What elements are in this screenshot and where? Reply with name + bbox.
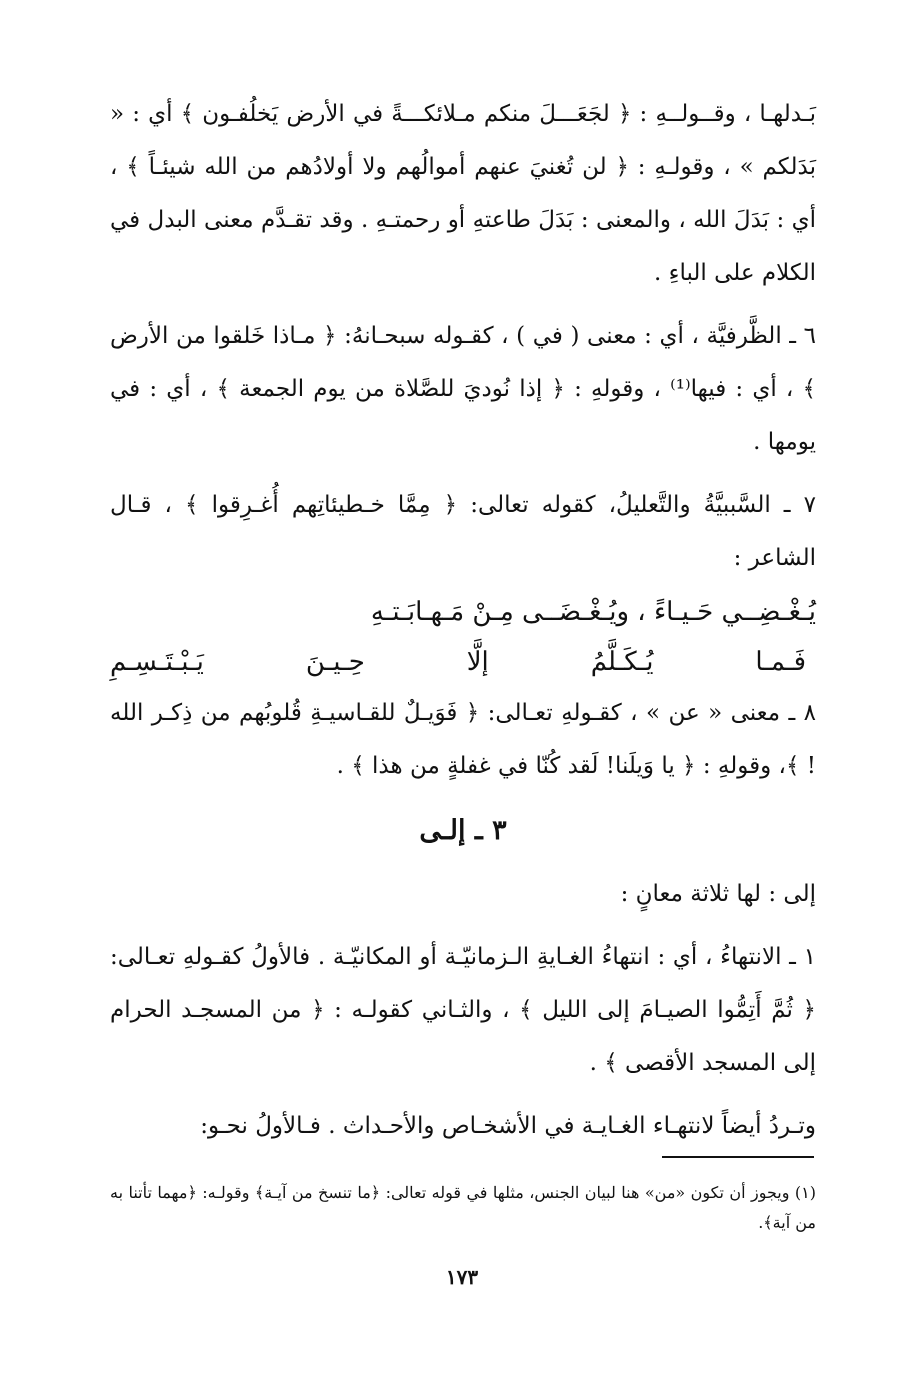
section-heading: ٣ ـ إلـى [419,815,507,846]
paragraph-intiha: ١ ـ الانتهاءُ ، أي : انتهاءُ الغـايةِ الـزمانيّـة أو المكانيّـة . فالأولُ كقـولهِ تعـالى: ﴿ ثُمَّ أَتِمُّوا الصيـامَ إلى الليل ﴾ ، والثـاني كقولـه : ﴿ من المسجـد الحرام إلى المسجد الأقصى ﴾ . [110,944,816,1076]
verse-first-hemistich: يُـغْـضِــي حَـيـاءً ، ويُـغْـضَــى مِـنْ مَـهـابَـتـهِ [370,597,816,627]
footnote-divider [662,1156,814,1158]
page-number: ١٧٣ [445,1265,479,1289]
paragraph-badal-continued: بَـدلهـا ، وقــولــهِ : ﴿ لجَعَـــلَ منكم مـلائكـــةً في الأرض يَخلُفـون ﴾ أي : « بَدَلكم » ، وقولـهِ : ﴿ لن تُغنيَ عنهم أموالُهم ولا أولادُهم من الله شيئـاً ﴾ ، أي : بَدَلَ الله ، والمعنى : بَدَلَ طاعتهِ أو رحمتـهِ . وقد تقـدَّم معنى البدل في الكلام على الباءِ . [110,101,816,286]
paragraph-ila-intro: إلى : لها ثلاثة معانٍ : [620,881,816,907]
footnote: (١) ويجوز أن تكون «من» هنا لبيان الجنس، مثلها في قوله تعالى: ﴿ما تنسخ من آيـة﴾ وقولـه: ﴿مهما تأتنا به من آية﴾. [110,1183,816,1232]
verse-second-hemistich: فَـمـا يُـكَـلَّمُ إلَّا حِـيـنَ يَـبْـتَـسِـمِ [110,647,806,677]
poetry-verse [110,587,816,687]
page-body [110,88,816,1163]
paragraph-an-meaning: ٨ ـ معنى « عن » ، كقـولهِ تعـالى: ﴿ فَوَيـلٌ للقـاسيـةِ قُلوبُهم من ذِكـر الله ! ﴾، وقولهِ : ﴿ يا وَيلَنا! لَقد كُنّا في غفلةٍ من هذا ﴾ . [110,700,816,779]
paragraph-zarfiyya: ٦ ـ الظَّرفيَّة ، أي : معنى ( في ) ، كقـوله سبحـانهُ: ﴿ مـاذا خَلقوا من الأرض ﴾ ، أي : فيها⁽¹⁾ ، وقولهِ : ﴿ إذا نُوديَ للصَّلاة من يوم الجمعة ﴾ ، أي : في يومها . [110,323,816,455]
paragraph-persons-events: وتـردُ أيضاً لانتهـاء الغـايـة في الأشخـاص والأحـداث . فـالأولُ نحـو: [200,1113,816,1139]
paragraph-sababiyya: ٧ ـ السَّببيَّةُ والتَّعليلُ، كقوله تعالى: ﴿ مِمَّا خـطيئاتِهم أُغـرِقوا ﴾ ، قـال الشاعر : [110,492,816,571]
